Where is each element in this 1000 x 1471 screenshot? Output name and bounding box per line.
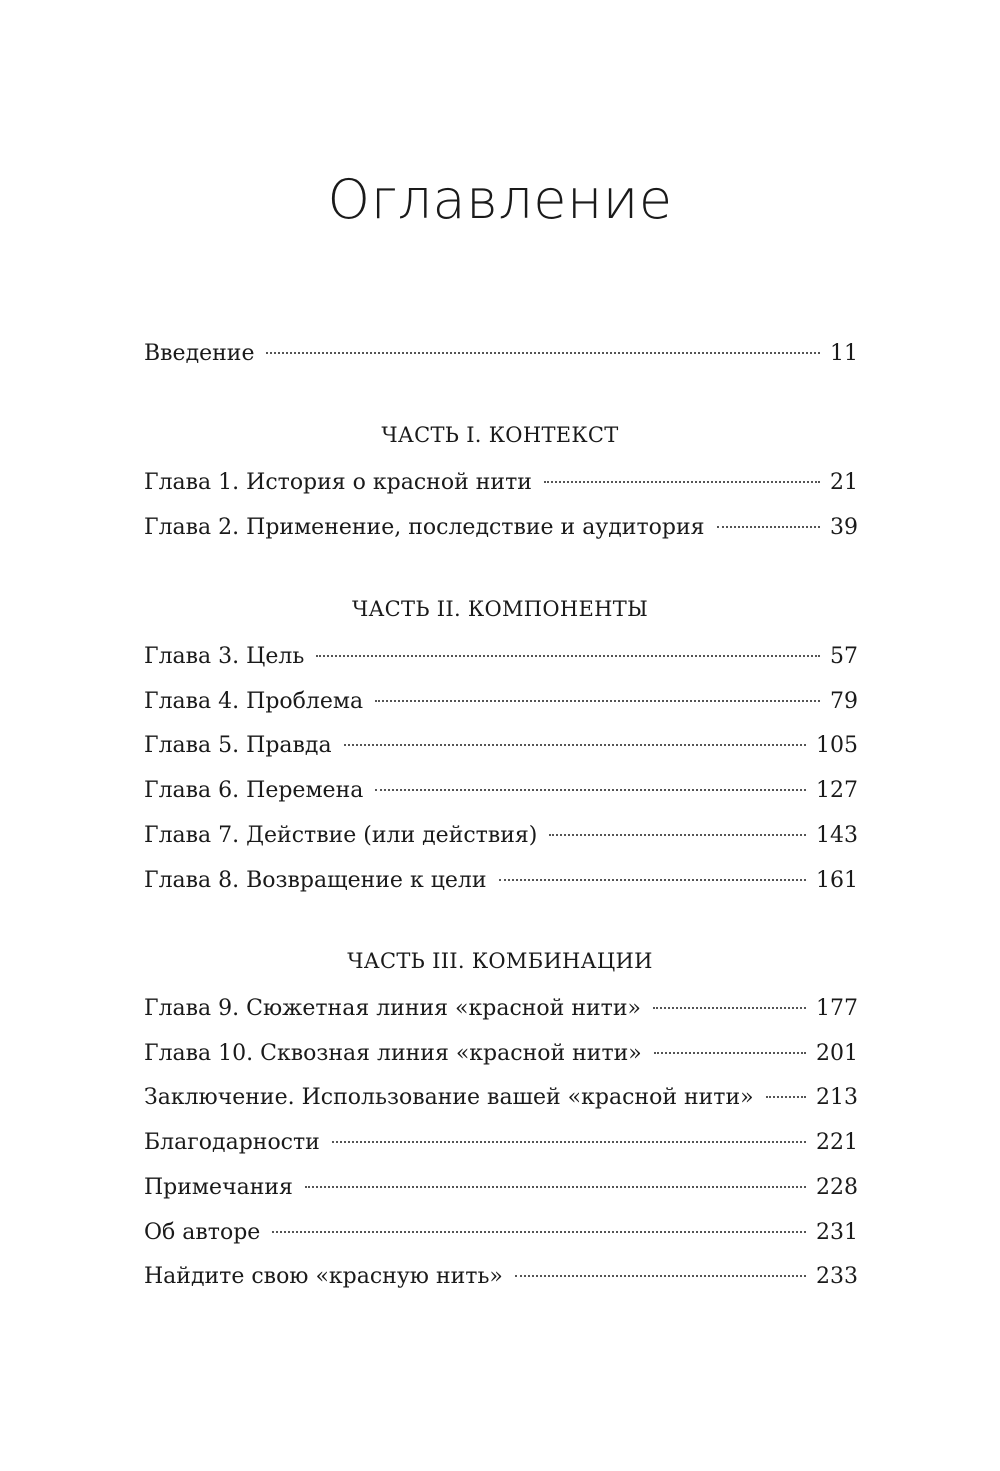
dot-leader [544,481,820,483]
toc-entry-page: 57 [830,644,858,669]
toc-entry-label: Глава 6. Перемена [144,778,364,803]
toc-entry-about-author[interactable] [144,1216,858,1250]
dot-leader [515,1275,806,1277]
toc-entry-page: 233 [816,1264,858,1289]
toc-entry-label: Глава 8. Возвращение к цели [144,868,487,893]
toc-entry-page: 11 [830,341,858,366]
toc-entry-chapter-6[interactable] [144,774,858,808]
toc-entry-label: Глава 2. Применение, последствие и аудитория [144,515,705,540]
dot-leader [653,1007,806,1009]
dot-leader [272,1231,806,1233]
toc-entry-label: Глава 3. Цель [144,644,305,669]
toc-entry-chapter-4[interactable] [144,685,858,719]
dot-leader [332,1141,806,1143]
toc-entry-chapter-5[interactable] [144,729,858,763]
toc-entry-label: Найдите свою «красную нить» [144,1264,503,1289]
dot-leader [654,1052,806,1054]
dot-leader [375,700,820,702]
toc-entry-page: 201 [816,1041,858,1066]
dot-leader [316,655,820,657]
dot-leader [305,1186,806,1188]
dot-leader [717,526,820,528]
part-heading-1: ЧАСТЬ I. КОНТЕКСТ [381,423,619,447]
toc-entry-page: 177 [816,996,858,1021]
toc-entry-page: 105 [816,733,858,758]
dot-leader [266,352,820,354]
toc-entry-page: 221 [816,1130,858,1155]
page-title: Оглавление [327,168,673,231]
toc-entry-conclusion[interactable] [144,1081,858,1115]
dot-leader [766,1096,806,1098]
toc-entry-chapter-7[interactable] [144,819,858,853]
toc-entry-find-your-thread[interactable] [144,1260,858,1294]
toc-entry-page: 231 [816,1220,858,1245]
toc-entry-label: Глава 10. Сквозная линия «красной нити» [144,1041,642,1066]
toc-entry-label: Введение [144,341,255,366]
toc-entry-acknowledgements[interactable] [144,1126,858,1160]
toc-entry-page: 21 [830,470,858,495]
toc-entry-label: Глава 7. Действие (или действия) [144,823,538,848]
dot-leader [549,834,806,836]
toc-entry-chapter-2[interactable] [144,511,858,545]
toc-entry-page: 39 [830,515,858,540]
toc-entry-chapter-3[interactable] [144,640,858,674]
toc-entry-label: Глава 9. Сюжетная линия «красной нити» [144,996,641,1021]
dot-leader [375,789,806,791]
toc-entry-chapter-1[interactable] [144,466,858,500]
toc-entry-label: Примечания [144,1175,293,1200]
toc-entry-label: Глава 1. История о красной нити [144,470,532,495]
toc-entry-chapter-8[interactable] [144,864,858,898]
part-heading-2: ЧАСТЬ II. КОМПОНЕНТЫ [351,597,649,621]
toc-entry-page: 127 [816,778,858,803]
toc-entry-chapter-9[interactable] [144,992,858,1026]
toc-entry-label: Глава 5. Правда [144,733,332,758]
toc-entry-page: 79 [830,689,858,714]
toc-entry-label: Благодарности [144,1130,320,1155]
dot-leader [344,744,806,746]
dot-leader [499,879,807,881]
toc-entry-chapter-10[interactable] [144,1037,858,1071]
toc-entry-label: Заключение. Использование вашей «красной нити» [144,1085,754,1110]
toc-entry-introduction[interactable] [144,337,858,371]
toc-entry-page: 161 [816,868,858,893]
toc-entry-page: 143 [816,823,858,848]
toc-entry-label: Глава 4. Проблема [144,689,364,714]
toc-entry-notes[interactable] [144,1171,858,1205]
toc-entry-page: 228 [816,1175,858,1200]
toc-entry-page: 213 [816,1085,858,1110]
toc-entry-label: Об авторе [144,1220,261,1245]
part-heading-3: ЧАСТЬ III. КОМБИНАЦИИ [347,949,653,973]
